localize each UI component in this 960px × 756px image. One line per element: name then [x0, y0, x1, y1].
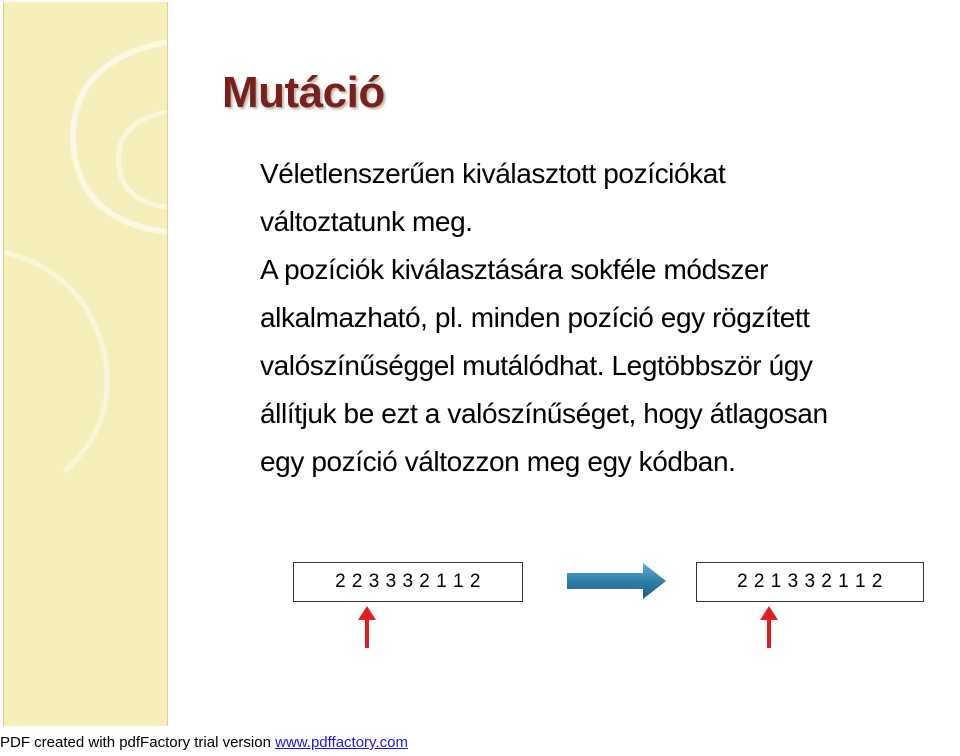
pdf-footer: [0, 733, 408, 753]
paragraph-method: [260, 246, 960, 486]
text-line: Véletlenszerűen kiválasztott pozíciókat: [260, 158, 726, 189]
footer-link[interactable]: www.pdffactory.com: [275, 734, 408, 751]
up-arrow-icon: [358, 606, 376, 648]
text-line: alkalmazható, pl. minden pozíció egy rögzített: [260, 302, 810, 333]
text-line: A pozíciók kiválasztására sokféle módszer: [260, 254, 769, 285]
text-line: egy pozíció változzon meg egy kódban.: [260, 446, 736, 477]
text-line: állítjuk be ezt a valószínűséget, hogy átlagosan: [260, 398, 828, 429]
text-line: változtatunk meg.: [260, 206, 473, 237]
up-arrow-icon: [760, 606, 778, 648]
right-arrow-icon: [567, 563, 667, 599]
slide-title: Mutáció: [222, 68, 385, 117]
code-before-box: 2 2 3 3 3 2 1 1 2: [293, 562, 523, 602]
paragraph-intro: [260, 150, 960, 246]
footer-text: PDF created with pdfFactory trial version: [0, 734, 276, 751]
decorative-sidebar: [3, 2, 168, 726]
code-after-box: 2 2 1 3 3 2 1 1 2: [696, 562, 924, 602]
text-line: valószínűséggel mutálódhat. Legtöbbször úgy: [260, 350, 813, 381]
swirl-decoration: [4, 2, 167, 726]
